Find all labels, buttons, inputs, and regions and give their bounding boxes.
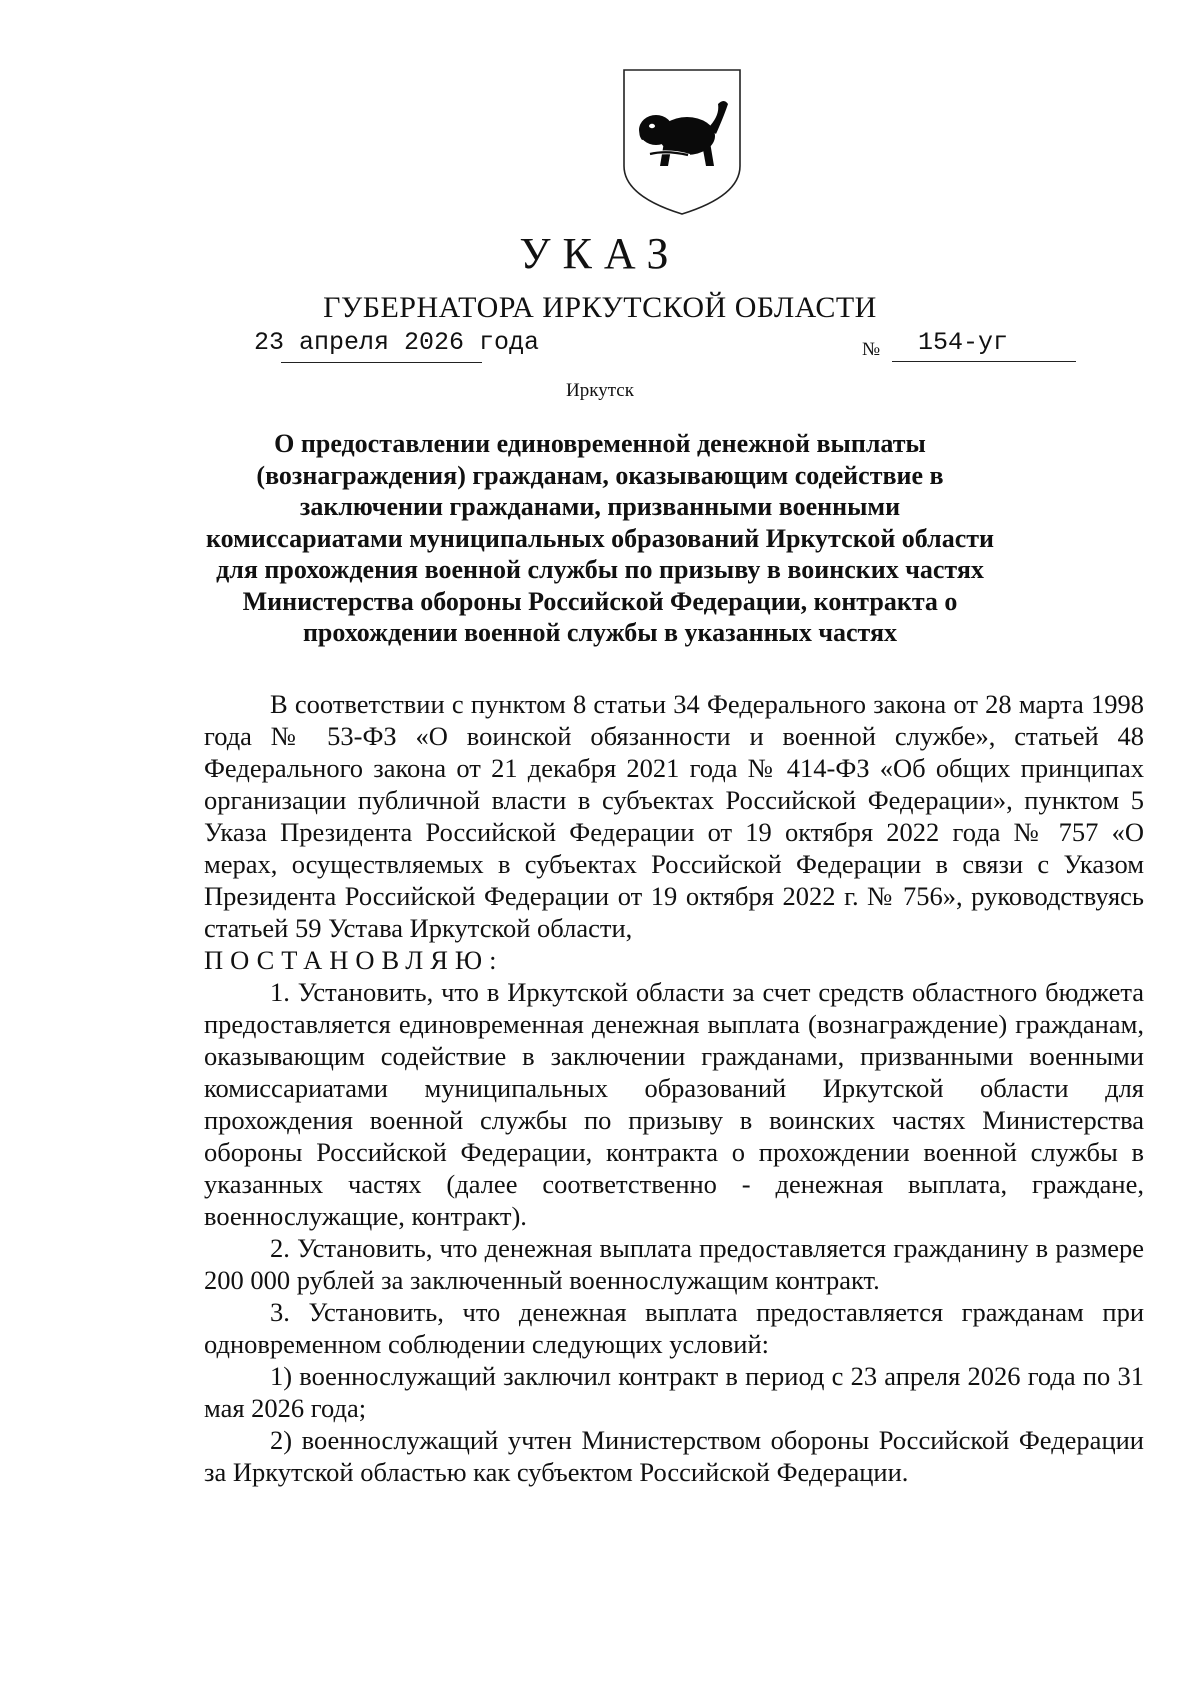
issuer-title: ГУБЕРНАТОРА ИРКУТСКОЙ ОБЛАСТИ <box>323 291 877 324</box>
coat-of-arms-emblem <box>620 68 744 218</box>
preamble-paragraph: В соответствии с пунктом 8 статьи 34 Федерального закона от 28 марта 1998 года № 53-ФЗ «О воинской обязанности и военной службе», статьей 48 Федерального закона от 21 декабря 2021 года № 414-ФЗ «Об общих принципах организации публичной власти в субъектах Российской Федерации», пунктом 5 Указа Президента Российской Федерации от 19 октября 2022 года № 757 «О мерах, осуществляемых в субъектах Российской Федерации в связи с Указом Президента Российской Федерации от 19 октября 2022 г. № 756», руководствуясь статьей 59 Устава Иркутской области, <box>204 689 1144 943</box>
document-title: УКАЗ <box>519 229 681 278</box>
condition-1: 1) военнослужащий заключил контракт в период с 23 апреля 2026 года по 31 мая 2026 года; <box>204 1361 1144 1423</box>
issue-city: Иркутск <box>566 380 634 401</box>
condition-2: 2) военнослужащий учтен Министерством обороны Российской Федерации за Иркутской областью как субъектом Российской Федерации. <box>204 1425 1144 1487</box>
number-sign: № <box>862 339 881 360</box>
document-date: 23 апреля 2026 года <box>254 328 540 357</box>
document-number: 154-уг <box>918 328 1009 357</box>
decree-word: ПОСТАНОВЛЯЮ: <box>204 945 504 975</box>
paragraph-3: 3. Установить, что денежная выплата предоставляется гражданам при одновременном соблюдении следующих условий: <box>204 1297 1144 1359</box>
paragraph-2: 2. Установить, что денежная выплата предоставляется гражданину в размере 200 000 рублей за заключенный военнослужащим контракт. <box>204 1233 1144 1295</box>
document-body <box>204 688 1144 1488</box>
number-underline <box>892 361 1076 362</box>
date-underline <box>281 362 482 363</box>
paragraph-1: 1. Установить, что в Иркутской области за счет средств областного бюджета предоставляется единовременная денежная выплата (вознаграждение) гражданам, оказывающим содействие в заключении гражданами, призванными военными комиссариатами муниципальных образований Иркутской области для прохождения военной службы по призыву в воинских частях Министерства обороны Российской Федерации, контракта о прохождении военной службы в указанных частях (далее соответственно - денежная выплата, граждане, военнослужащие, контракт). <box>204 977 1144 1231</box>
coat-of-arms-icon <box>620 68 744 218</box>
document-subject: О предоставлении единовременной денежной выплаты (вознаграждения) гражданам, оказывающим содействие в заключении гражданами, призванными военными комиссариатами муниципальных образований Иркутской области для прохождения военной службы по призыву в воинских частях Министерства обороны Российской Федерации, контракта о прохождении военной службы в указанных частях <box>205 429 995 647</box>
